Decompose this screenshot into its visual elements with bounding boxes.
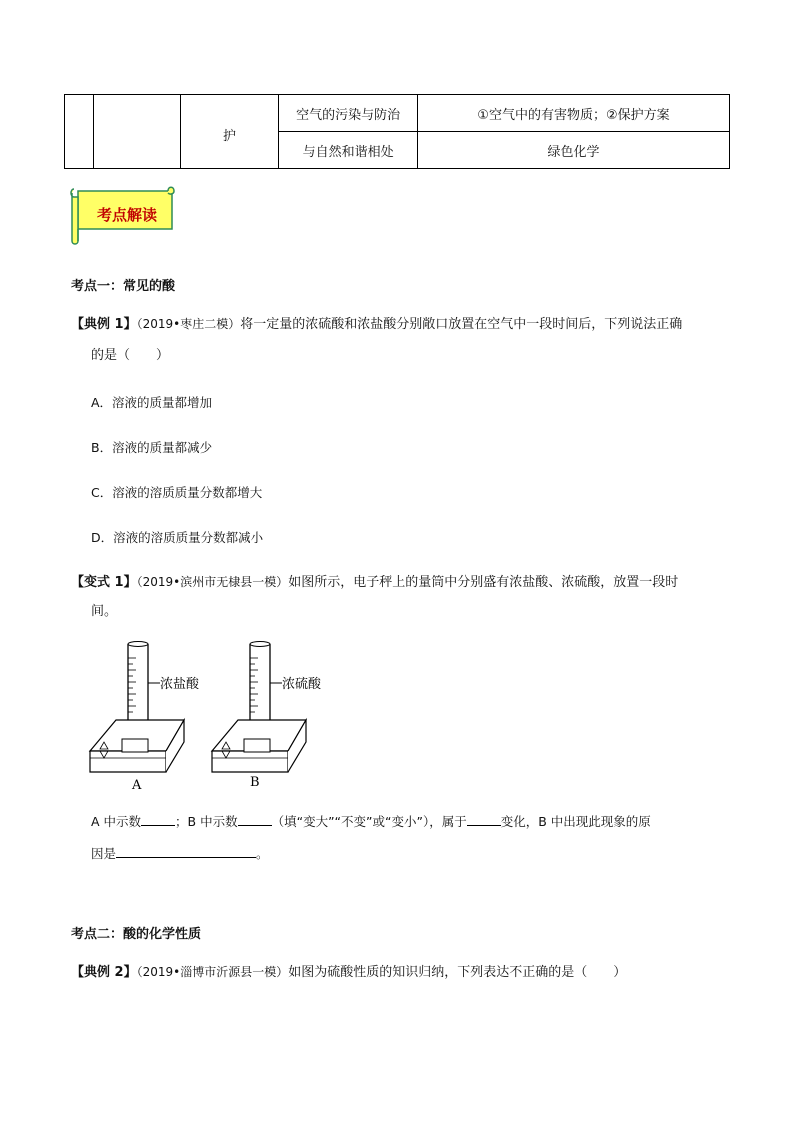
table-cell [93,95,180,169]
option-c: C．溶液的溶质质量分数都增大 [91,485,263,500]
fill-text: A 中示数 [91,814,142,829]
example-tag: 【典例 2】 [71,965,137,980]
apparatus-a [90,642,184,773]
section-title: 考点二：酸的化学性质 [71,927,202,942]
variant-1-line-2: 间。 [91,604,118,619]
section-title: 考点一：常见的酸 [71,279,176,294]
question-text: 将一定量的浓硫酸和浓盐酸分别敞口放置在空气中一段时间后，下列说法正确 [240,317,683,332]
caption-a: A [132,778,142,793]
example-1-line-2: 的是（ ） [91,348,170,363]
option-b: B．溶液的质量都减少 [91,440,213,455]
fill-text: ；B 中示数 [175,814,238,829]
apparatus-b [212,642,306,773]
option-d: D．溶液的溶质质量分数都减小 [91,530,264,545]
fill-text: 。 [256,846,269,861]
example-tag: 【典例 1】 [71,317,137,332]
table-cell: 与自然和谐相处 [279,132,418,169]
variant-source: （2019•滨州市无棣县一模） [136,575,289,589]
example-source: （2019•淄博市沂源县一模） [136,965,289,979]
table-cell: 护 [180,95,279,169]
example-1-line-1 [71,314,682,335]
table-row [65,95,730,132]
fill-text: （填“变大”“不变”或“变小”），属于 [271,814,467,829]
question-text: 如图为硫酸性质的知识归纳，下列表达不正确的是（ ） [288,965,627,980]
fill-text: 变化，B 中出现此现象的原 [500,814,651,829]
scales-figure [88,636,348,796]
table-cell: 绿色化学 [417,132,729,169]
caption-b: B [250,775,260,790]
table-cell [65,95,94,169]
variant-1-line-1 [71,572,678,593]
answer-blank[interactable] [467,825,501,826]
question-text: 如图所示，电子秤上的量筒中分别盛有浓盐酸、浓硫酸，放置一段时 [288,575,679,590]
answer-blank[interactable] [116,857,256,858]
example-source: （2019•枣庄二模） [136,317,241,331]
example-2-line-1 [71,962,626,983]
table-cell: ①空气中的有害物质；②保护方案 [417,95,729,132]
label-acid-a: 浓盐酸 [160,677,200,692]
fill-in-line-1 [91,812,651,832]
variant-tag: 【变式 1】 [71,575,137,590]
curriculum-table [64,94,730,169]
answer-blank[interactable] [141,825,175,826]
option-a: A．溶液的质量都增加 [91,395,213,410]
label-acid-b: 浓硫酸 [282,677,322,692]
table-cell: 空气的污染与防治 [279,95,418,132]
banner-title: 考点解读 [96,206,157,224]
fill-text: 因是 [91,846,117,861]
fill-in-line-2 [91,844,269,864]
answer-blank[interactable] [238,825,272,826]
